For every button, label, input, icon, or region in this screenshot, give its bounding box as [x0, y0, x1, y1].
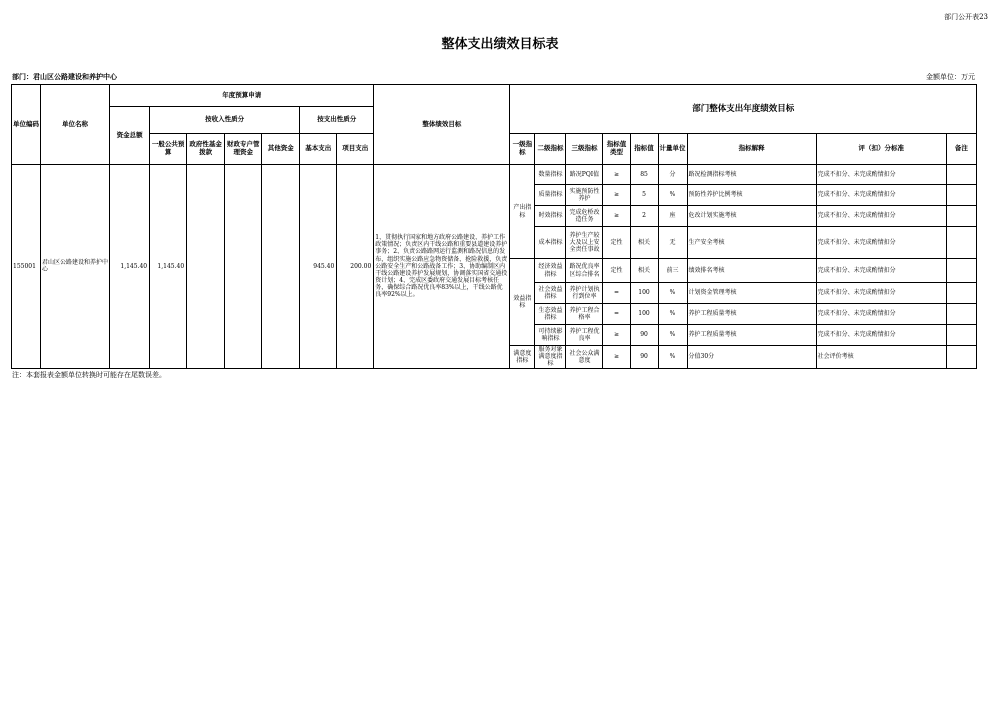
- cell-unit: %: [658, 283, 687, 304]
- header-level1: 一级指标: [510, 134, 535, 165]
- cell-l2: 时效指标: [535, 206, 566, 227]
- cell-unit: 前三: [658, 259, 687, 283]
- cell-type: =: [603, 283, 630, 304]
- cell-l2: 数量指标: [535, 165, 566, 185]
- cell-overall-goal: 1、贯彻执行国家和地方政府公路建设、养护工作政策情况；负责区内干线公路和重要县道建设养护事务；2、负责公路路网运行监测和路况信息的发布，组织实施公路应急物资储备、抢险救援，负责公路安全生产和公路战备工作；3、协助编制区内干线公路建设养护发展规划，协调落实国省交通投资计划；4、完成区委政府交通发展目标考核任务，确保综合路况优良率83%以上，干线公路优良率92%以上。: [374, 165, 510, 369]
- cell-value: 100: [630, 304, 658, 325]
- cell-l3: 养护生产较大及以上安全责任事故: [566, 227, 603, 259]
- cell-scoring: 完成不扣分、未完成酌情扣分: [816, 304, 946, 325]
- cell-unit-name: 君山区公路建设和养护中心: [41, 165, 110, 369]
- cell-remark: [946, 185, 976, 206]
- header-unit-name: 单位名称: [41, 85, 110, 165]
- cell-general-budget: 1,145.40: [150, 165, 187, 369]
- cell-scoring: 完成不扣分、未完成酌情扣分: [816, 165, 946, 185]
- cell-l3: 养护工程优良率: [566, 325, 603, 346]
- cell-l2: 服务对象满意度指标: [535, 346, 566, 369]
- cell-group-satisfaction: 满意度指标: [510, 346, 535, 369]
- cell-value: 90: [630, 325, 658, 346]
- cell-scoring: 完成不扣分、未完成酌情扣分: [816, 185, 946, 206]
- footnote: 注：本套报表金额单位转换时可能存在尾数误差。: [12, 371, 166, 379]
- cell-remark: [946, 227, 976, 259]
- cell-value: 2: [630, 206, 658, 227]
- cell-l2: 生态效益指标: [535, 304, 566, 325]
- cell-scoring: 完成不扣分、未完成酌情扣分: [816, 227, 946, 259]
- cell-explanation: 分值30分: [687, 346, 816, 369]
- cell-basic-exp: 945.40: [300, 165, 337, 369]
- header-total-funds: 资金总额: [110, 107, 150, 165]
- cell-value: 5: [630, 185, 658, 206]
- cell-other-funds: [262, 165, 300, 369]
- cell-l2: 社会效益指标: [535, 283, 566, 304]
- cell-l3: 完成危桥改造任务: [566, 206, 603, 227]
- performance-table: [11, 84, 977, 369]
- cell-l3: 社会公众满意度: [566, 346, 603, 369]
- header-remark: 备注: [946, 134, 976, 165]
- header-perf-goals: 部门整体支出年度绩效目标: [510, 85, 977, 134]
- cell-value: 相关: [630, 227, 658, 259]
- cell-group-output: 产出指标: [510, 165, 535, 259]
- cell-type: ≥: [603, 325, 630, 346]
- cell-gov-fund: [187, 165, 225, 369]
- cell-explanation: 生产安全考核: [687, 227, 816, 259]
- cell-type: 定性: [603, 259, 630, 283]
- cell-unit-code: 155001: [12, 165, 41, 369]
- header-unit-code: 单位编码: [12, 85, 41, 165]
- cell-remark: [946, 165, 976, 185]
- cell-type: ≥: [603, 346, 630, 369]
- cell-project-exp: 200.00: [337, 165, 374, 369]
- header-basic-exp: 基本支出: [300, 134, 337, 165]
- header-measure-unit: 计量单位: [658, 134, 687, 165]
- cell-unit: 无: [658, 227, 687, 259]
- cell-group-benefit: 效益指标: [510, 259, 535, 346]
- header-gov-fund: 政府性基金拨款: [187, 134, 225, 165]
- cell-type: ≥: [603, 185, 630, 206]
- cell-unit: %: [658, 185, 687, 206]
- cell-remark: [946, 325, 976, 346]
- cell-explanation: 危改计划实施考核: [687, 206, 816, 227]
- cell-explanation: 计划资金管理考核: [687, 283, 816, 304]
- header-by-expense: 按支出性质分: [300, 107, 374, 134]
- cell-l3: 路况优良率区综合排名: [566, 259, 603, 283]
- table-body: [12, 85, 977, 369]
- cell-explanation: 预防性养护比例考核: [687, 185, 816, 206]
- cell-remark: [946, 283, 976, 304]
- cell-unit: %: [658, 304, 687, 325]
- cell-value: 相关: [630, 259, 658, 283]
- cell-unit: 分: [658, 165, 687, 185]
- cell-unit: %: [658, 346, 687, 369]
- header-project-exp: 项目支出: [337, 134, 374, 165]
- cell-scoring: 完成不扣分、未完成酌情扣分: [816, 206, 946, 227]
- header-by-income: 按收入性质分: [150, 107, 300, 134]
- header-value: 指标值: [630, 134, 658, 165]
- header-level3: 三级指标: [566, 134, 603, 165]
- cell-l2: 可持续影响指标: [535, 325, 566, 346]
- cell-l3: 养护工程合格率: [566, 304, 603, 325]
- header-level2: 二级指标: [535, 134, 566, 165]
- table-row: [12, 165, 977, 185]
- header-general-budget: 一般公共预算: [150, 134, 187, 165]
- header-special-mgmt: 财政专户管理资金: [225, 134, 262, 165]
- cell-type: ≥: [603, 206, 630, 227]
- cell-scoring: 社会评价考核: [816, 346, 946, 369]
- form-number-label: 部门公开表23: [944, 13, 988, 21]
- cell-remark: [946, 259, 976, 283]
- cell-explanation: 养护工程质量考核: [687, 304, 816, 325]
- cell-l3: 养护计划执行到位率: [566, 283, 603, 304]
- cell-remark: [946, 206, 976, 227]
- cell-explanation: 养护工程质量考核: [687, 325, 816, 346]
- cell-value: 90: [630, 346, 658, 369]
- header-scoring: 评（扣）分标准: [816, 134, 946, 165]
- cell-l3: 路况PQI值: [566, 165, 603, 185]
- cell-scoring: 完成不扣分、未完成酌情扣分: [816, 259, 946, 283]
- department-label: 部门：君山区公路建设和养护中心: [12, 73, 117, 81]
- header-explanation: 指标解释: [687, 134, 816, 165]
- cell-type: ≥: [603, 165, 630, 185]
- cell-scoring: 完成不扣分、未完成酌情扣分: [816, 283, 946, 304]
- cell-value: 100: [630, 283, 658, 304]
- header-overall-goal: 整体绩效目标: [374, 85, 510, 165]
- cell-l2: 成本指标: [535, 227, 566, 259]
- cell-l2: 质量指标: [535, 185, 566, 206]
- page-title: 整体支出绩效目标表: [441, 37, 559, 52]
- cell-remark: [946, 304, 976, 325]
- header-annual-budget: 年度预算申请: [110, 85, 374, 107]
- cell-remark: [946, 346, 976, 369]
- header-other-funds: 其他资金: [262, 134, 300, 165]
- cell-type: =: [603, 304, 630, 325]
- cell-special-mgmt: [225, 165, 262, 369]
- cell-total-funds: 1,145.40: [110, 165, 150, 369]
- cell-unit: 座: [658, 206, 687, 227]
- header-value-type: 指标值类型: [603, 134, 630, 165]
- cell-explanation: 路况检测指标考核: [687, 165, 816, 185]
- cell-value: 85: [630, 165, 658, 185]
- cell-l2: 经济效益指标: [535, 259, 566, 283]
- cell-unit: %: [658, 325, 687, 346]
- cell-scoring: 完成不扣分、未完成酌情扣分: [816, 325, 946, 346]
- cell-l3: 实施预防性养护: [566, 185, 603, 206]
- cell-type: 定性: [603, 227, 630, 259]
- amount-unit-label: 金额单位：万元: [926, 73, 975, 81]
- cell-explanation: 绩效排名考核: [687, 259, 816, 283]
